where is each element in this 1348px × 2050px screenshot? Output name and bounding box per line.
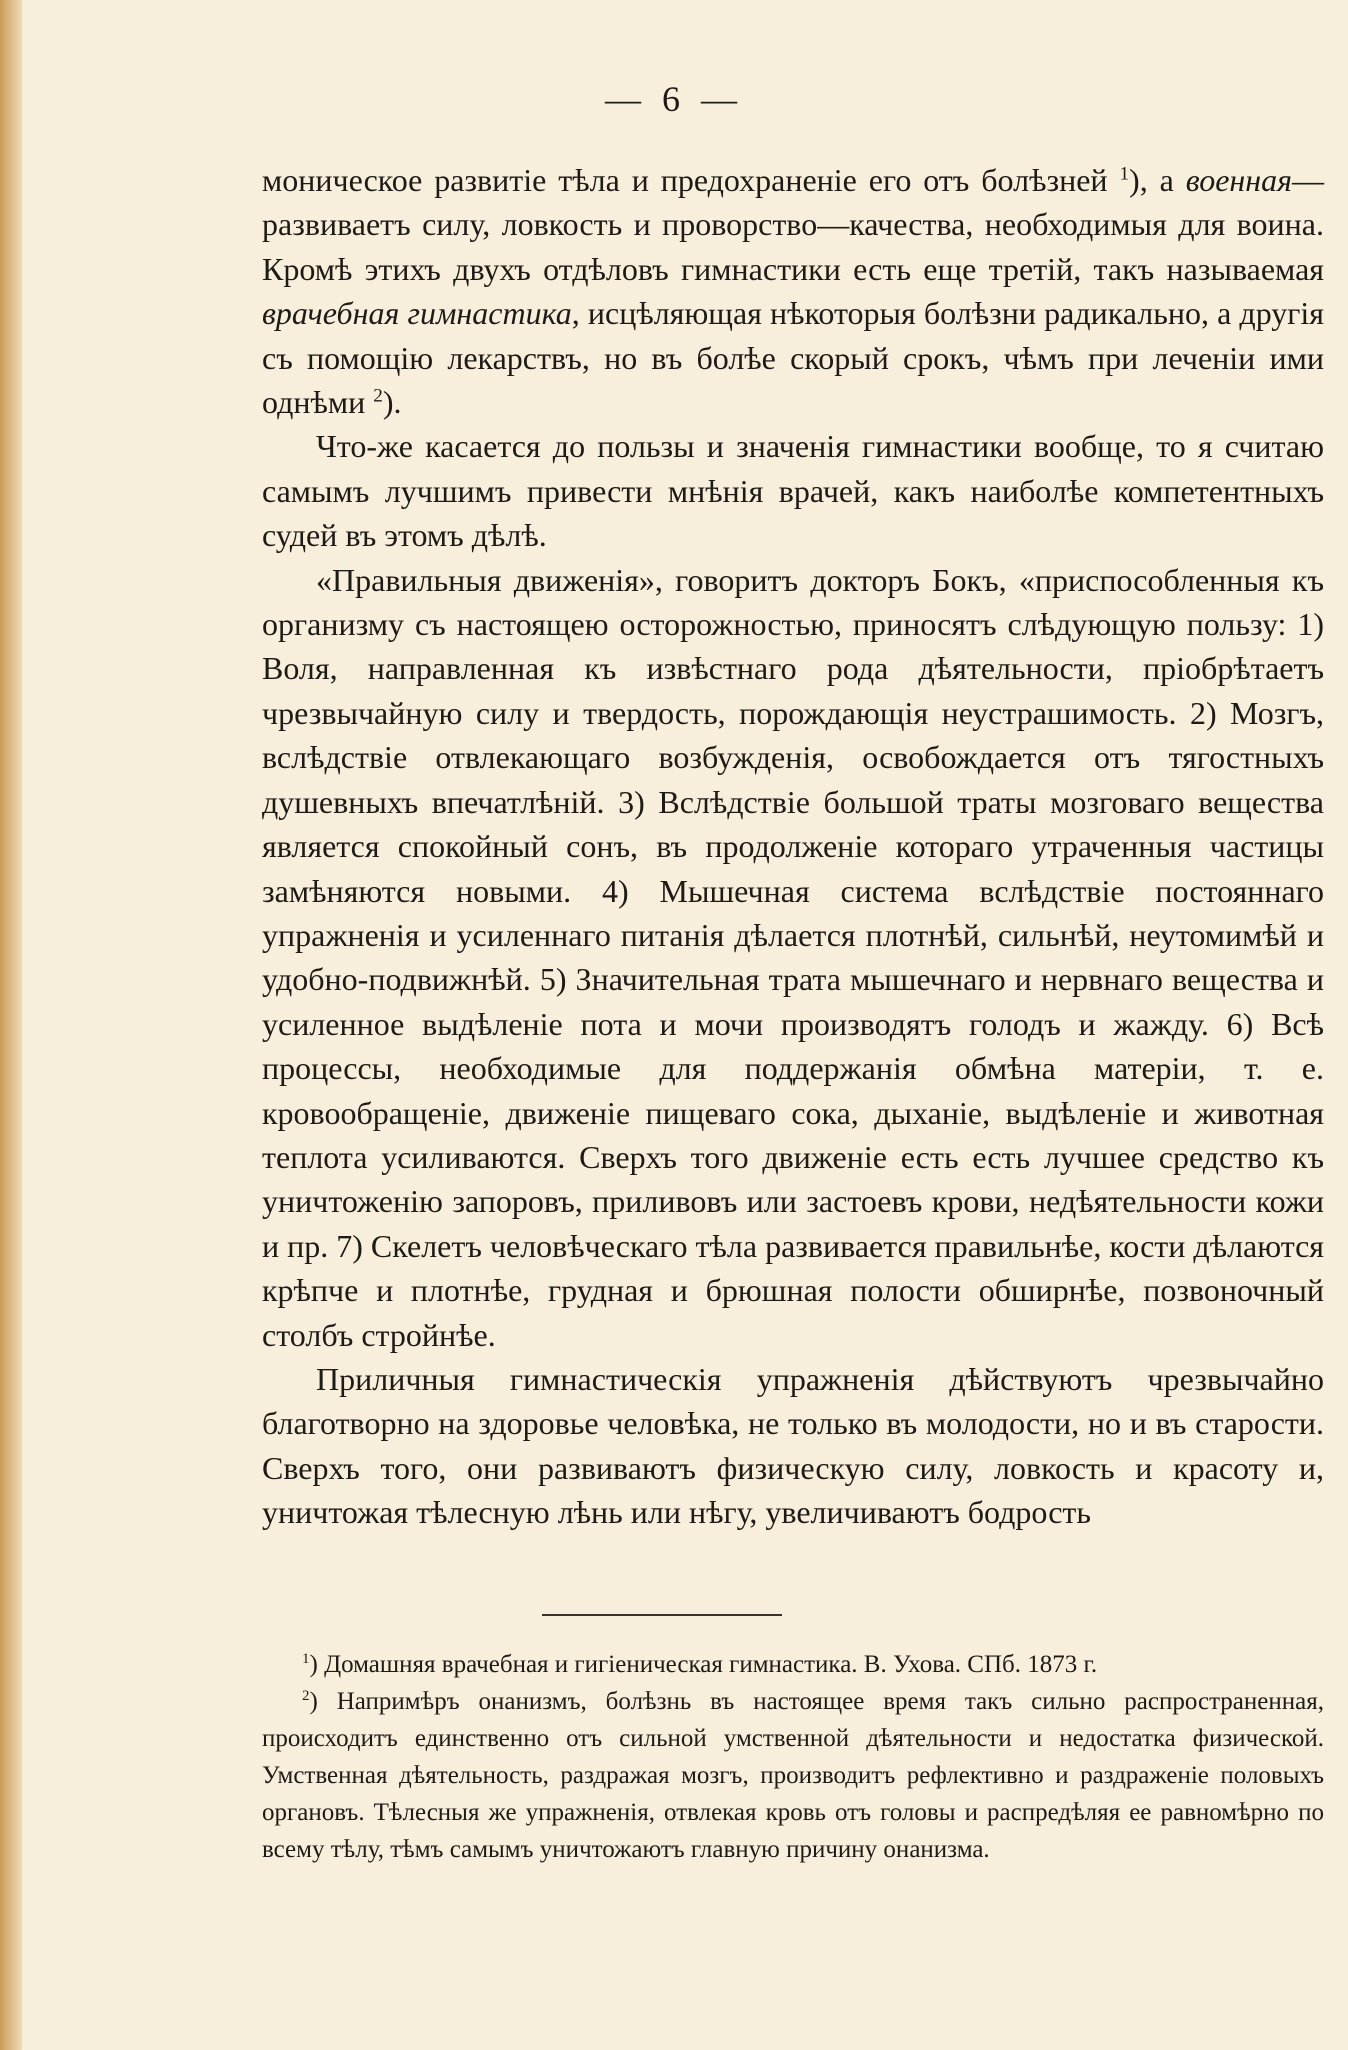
paragraph-1: моническое развитіе тѣла и предохраненіе его отъ болѣзней $^1$), а военная—развиваетъ силу, ловкость и проворство—качества, необходимыя для воина. Кромѣ этихъ двухъ отдѣловъ гимнастики есть еще третій, такъ называемая врачебная гимнастика, исцѣляющая нѣкоторыя болѣзни радикально, а другія съ помощію лекарствъ, но въ болѣе скорый срокъ, чѣмъ при леченіи ими однѣми $^2$). bbox=[262, 162, 1325, 421]
footnote-1-mark: 1 bbox=[302, 1651, 310, 1667]
paragraph-3: «Правильныя движенія», говоритъ докторъ Бокъ, «приспособленныя къ организму съ настоящею осторожностью, приносятъ слѣдующую пользу: 1) Воля, направленная къ извѣстнаго рода дѣятельности, пріобрѣтаетъ чрезвычайную силу и твердость, порождающія неустрашимость. 2) Мозгъ, вслѣдствіе отвлекающаго возбужденія, освобождается отъ тягостныхъ душевныхъ впечатлѣній. 3) Вслѣдствіе большой траты мозговаго вещества является спокойный сонъ, въ продолженіе котораго утраченныя частицы замѣняются новыми. 4) Мышечная система вслѣдствіе постояннаго упражненія и усиленнаго питанія дѣлается плотнѣй, сильнѣй, неутомимѣй и удобно-подвижнѣй. 5) Значительная трата мышечнаго и нервнаго вещества и усиленное выдѣленіе пота и мочи производятъ голодъ и жажду. 6) Всѣ процессы, необходимые для поддержанія обмѣна матеріи, т. е. кровообращеніе, движеніе пищеваго сока, дыханіе, выдѣленіе и животная теплота усиливаются. Сверхъ того движеніе есть есть лучшее средство къ уничтоженію запоровъ, приливовъ или застоевъ крови, недѣятельности кожи и пр. 7) Скелетъ человѣческаго тѣла развивается правильнѣе, кости дѣлаются крѣпче и плотнѣе, грудная и брюшная полости обширнѣе, позвоночный столбъ стройнѣе. bbox=[262, 561, 1325, 1353]
paragraph-4: Приличныя гимнастическія упражненія дѣйствуютъ чрезвычайно благотворно на здоровье человѣка, не только въ молодости, но и въ старости. Сверхъ того, они развиваютъ физическую силу, ловкость и красоту и, уничтожая тѣлесную лѣнь или нѣгу, увеличиваютъ бодрость bbox=[262, 1360, 1324, 1531]
footnote-1 bbox=[262, 1646, 1324, 1683]
book-spine-edge bbox=[0, 0, 22, 2050]
main-text bbox=[262, 158, 1324, 1535]
term-medical-gymnastics: врачебная гимнастика bbox=[262, 295, 572, 332]
term-military: военная bbox=[1185, 162, 1293, 198]
footnote-ref-2: 2 bbox=[373, 385, 383, 407]
footnote-ref-1: 1 bbox=[1119, 163, 1130, 185]
footnote-1-text: ) Домашняя врачебная и гигіеническая гимнастика. В. Ухова. СПб. 1873 г. bbox=[309, 1651, 1098, 1678]
footnote-divider bbox=[542, 1614, 782, 1616]
footnote-2-text: ) Напримѣръ онанизмъ, болѣзнь въ настоящее время такъ сильно распространенная, происходитъ единственно отъ сильной умственной дѣятельности и недостатка физической. Умственная дѣятельность, раздражая мозгъ, производитъ рефлективно и раздраженіе половыхъ органовъ. Тѣлесныя же упражненія, отвлекая кровь отъ головы и распредѣляя ее равномѣрно по всему тѣлу, тѣмъ самымъ уничтожаютъ главную причину онанизма. bbox=[262, 1688, 1324, 1863]
footnote-2-mark: 2 bbox=[302, 1688, 310, 1704]
footnotes bbox=[262, 1646, 1324, 1868]
page-number: — 6 — bbox=[605, 79, 743, 119]
footnote-2 bbox=[262, 1683, 1324, 1868]
paragraph-2: Что-же касается до пользы и значенія гимнастики вообще, то я считаю самымъ лучшимъ привести мнѣнія врачей, какъ наиболѣе компетентныхъ судей въ этомъ дѣлѣ. bbox=[262, 428, 1324, 554]
